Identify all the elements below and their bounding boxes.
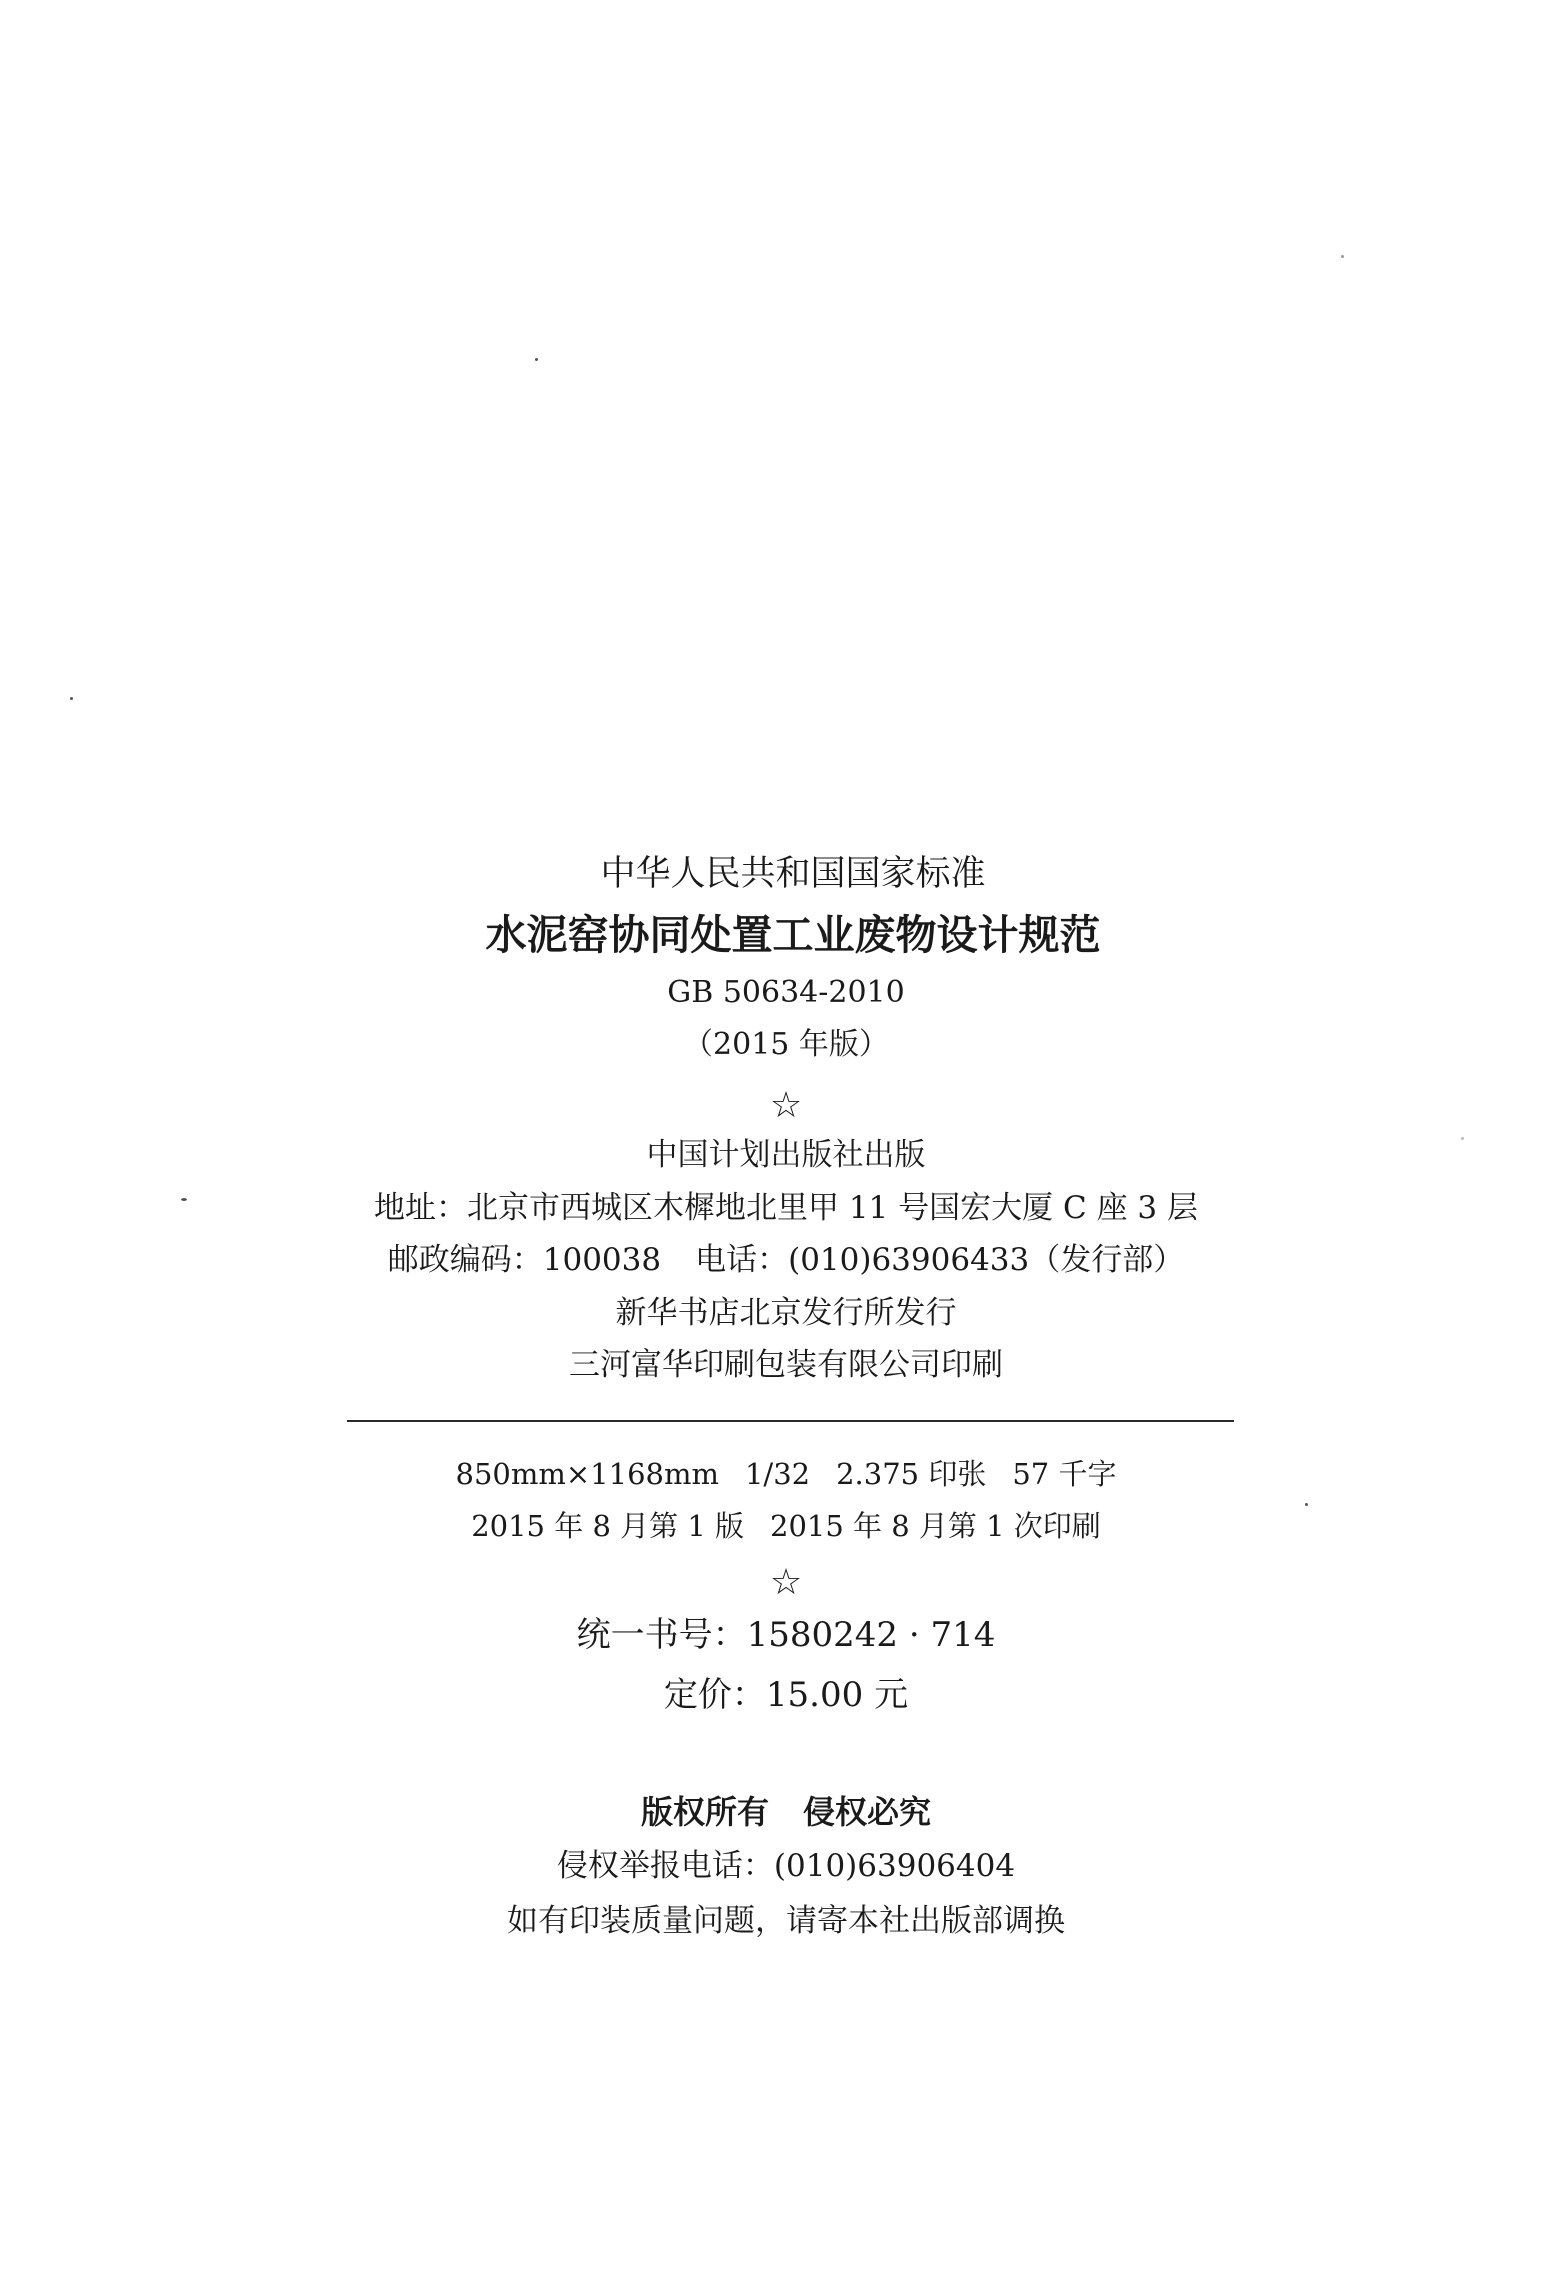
price: 定价：15.00 元 <box>663 1675 909 1715</box>
isbn-line <box>0 1615 1556 1655</box>
piracy-hotline-line <box>0 1848 1556 1884</box>
scan-speck <box>535 358 538 361</box>
edition-line <box>0 1027 1556 1062</box>
word-count: 57 千字 <box>1012 1457 1117 1491</box>
scan-speck <box>70 697 73 700</box>
printing-line <box>0 1509 1556 1543</box>
contact-line <box>0 1242 1556 1278</box>
quality-notice-line <box>0 1903 1556 1939</box>
publisher: 中国计划出版社出版 <box>646 1137 926 1173</box>
quality-notice: 如有印装质量问题，请寄本社出版部调换 <box>507 1903 1065 1939</box>
star-icon: ☆ <box>769 1562 803 1603</box>
distributor-line <box>0 1295 1556 1331</box>
scan-speck <box>181 1198 187 1201</box>
distributor: 新华书店北京发行所发行 <box>615 1295 957 1331</box>
star-divider-2 <box>0 1562 1556 1603</box>
standard-code: GB 50634-2010 <box>667 975 905 1010</box>
publisher-address: 地址：北京市西城区木樨地北里甲 11 号国宏大厦 C 座 3 层 <box>373 1190 1198 1226</box>
copyright-warning: 侵权必究 <box>803 1793 932 1831</box>
edition-date: 2015 年 8 月第 1 版 <box>471 1509 744 1543</box>
piracy-hotline: 侵权举报电话：(010)63906404 <box>556 1848 1016 1884</box>
scan-speck <box>1341 255 1344 258</box>
paper-size: 850mm×1168mm <box>455 1457 719 1491</box>
postal-code: 邮政编码：100038 <box>387 1242 662 1278</box>
printed-sheets: 2.375 印张 <box>836 1457 987 1491</box>
copyright-rights: 版权所有 <box>640 1793 769 1831</box>
copyright-line <box>0 1793 1556 1831</box>
standard-type-line <box>0 854 1556 894</box>
horizontal-divider <box>347 1420 1234 1422</box>
publisher-line <box>0 1137 1556 1173</box>
book-title: 水泥窑协同处置工业废物设计规范 <box>485 911 1101 959</box>
impression-date: 2015 年 8 月第 1 次印刷 <box>770 1509 1101 1543</box>
title-line <box>0 911 1556 959</box>
star-icon: ☆ <box>769 1085 803 1126</box>
printer-line <box>0 1347 1556 1383</box>
edition-note: （2015 年版） <box>683 1027 889 1062</box>
price-line <box>0 1675 1556 1715</box>
star-divider-1 <box>0 1085 1556 1126</box>
printer: 三河富华印刷包装有限公司印刷 <box>569 1347 1003 1383</box>
standard-type: 中华人民共和国国家标准 <box>600 854 986 894</box>
format-line <box>0 1457 1556 1491</box>
scan-speck <box>1305 1503 1308 1506</box>
scan-speck <box>1461 1137 1464 1140</box>
code-line <box>0 975 1556 1010</box>
address-line <box>0 1190 1556 1226</box>
unified-book-number: 统一书号：1580242 · 714 <box>576 1615 996 1655</box>
phone-number: 电话：(010)63906433（发行部） <box>695 1242 1185 1278</box>
fold: 1/32 <box>744 1457 811 1491</box>
